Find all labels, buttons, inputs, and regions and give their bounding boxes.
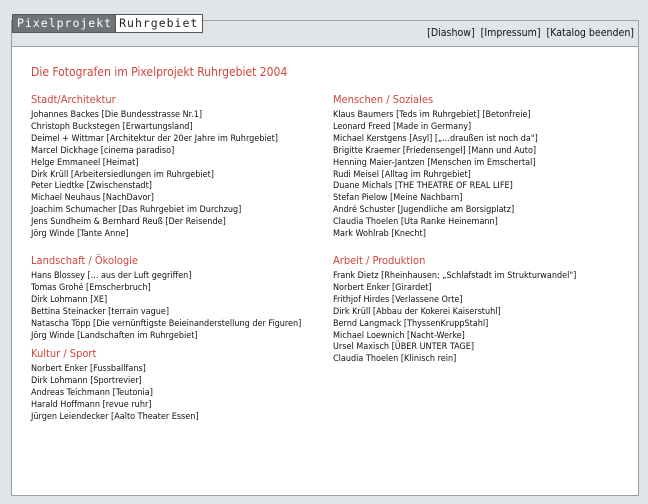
photographer-link[interactable]: Dirk Krüll [Arbeitersiedlungen im Ruhrgebiet]: [31, 169, 214, 180]
photographer-link[interactable]: Rudi Meisel [Alltag im Ruhrgebiet]: [333, 169, 471, 180]
photographer-link[interactable]: Ursel Maxisch [ÜBER UNTER TAGE]: [333, 342, 475, 353]
photographer-link[interactable]: Michael Loewnich [Nacht-Werke]: [333, 330, 465, 341]
photographer-list: [333, 110, 576, 241]
left-column: [31, 93, 301, 437]
photographer-link[interactable]: Dirk Lohmann [Sportrevier]: [31, 376, 142, 387]
photographer-link[interactable]: Tomas Grohé [Emscherbruch]: [31, 282, 151, 293]
photographer-link[interactable]: Christoph Buckstegen [Erwartungsland]: [31, 121, 193, 132]
photographer-link[interactable]: Duane Michals [THE THEATRE OF REAL LIFE]: [333, 181, 513, 192]
photographer-link[interactable]: Frithjof Hirdes [Verlassene Orte]: [333, 294, 463, 305]
category-heading[interactable]: Menschen / Soziales: [333, 93, 434, 106]
category-landschaft-ökologie: [31, 254, 301, 342]
photographer-link[interactable]: Norbert Enker [Fussballfans]: [31, 364, 146, 375]
photographer-link[interactable]: Jürgen Leiendecker [Aalto Theater Essen]: [31, 412, 199, 423]
photographer-link[interactable]: Michael Neuhaus [NachDavor]: [31, 193, 154, 204]
category-menschen-soziales: [333, 93, 576, 241]
photographer-link[interactable]: Johannes Backes [Die Bundesstrasse Nr.1]: [31, 110, 203, 120]
logo-part-ruhrgebiet: Ruhrgebiet: [115, 15, 202, 32]
photographer-link[interactable]: Hans Blossey [... aus der Luft gegriffen]: [31, 270, 192, 281]
photographer-link[interactable]: André Schuster [Jugendliche am Borsigplatz]: [333, 205, 515, 216]
photographer-link[interactable]: Bettina Steinacker [terrain vague]: [31, 306, 170, 317]
category-heading[interactable]: Arbeit / Produktion: [333, 253, 426, 267]
photographer-link[interactable]: Claudia Thoelen [Klinisch rein]: [333, 354, 457, 365]
photographer-link[interactable]: Jörg Winde [Landschaften im Ruhrgebiet]: [31, 330, 198, 341]
photographer-link[interactable]: Marcel Dickhage [cinema paradiso]: [31, 145, 175, 156]
photographer-link[interactable]: Jens Sundheim & Bernhard Reuß [Der Reisende]: [31, 217, 226, 228]
top-navigation: [427, 27, 634, 39]
category-heading[interactable]: Kultur / Sport: [31, 347, 97, 361]
photographer-list: [31, 110, 301, 241]
photographer-link[interactable]: Deimel + Wittmar [Architektur der 20er Jahre im Ruhrgebiet]: [31, 133, 278, 144]
photographer-link[interactable]: Henning Maier-Jantzen [Menschen im Emschertal]: [333, 157, 536, 168]
logo-part-pixelprojekt: Pixelprojekt: [13, 15, 115, 32]
photographer-link[interactable]: Joachim Schumacher [Das Ruhrgebiet im Durchzug]: [31, 205, 242, 216]
photographer-link[interactable]: Andreas Teichmann [Teutonia]: [31, 388, 153, 399]
photographer-link[interactable]: Natascha Töpp [Die vernünftigste Beieinanderstellung der Figuren]: [31, 318, 302, 329]
nav-diashow-link[interactable]: [Diashow]: [427, 27, 475, 39]
photographer-list: [31, 271, 301, 342]
photographer-link[interactable]: Michael Kerstgens [Asyl] [„...draußen ist noch da"]: [333, 133, 538, 144]
site-logo[interactable]: [12, 14, 203, 33]
photographer-link[interactable]: Norbert Enker [Girardet]: [333, 282, 432, 293]
photographer-link[interactable]: Klaus Baumers [Teds im Ruhrgebiet] [Betonfreie]: [333, 110, 531, 120]
photographer-link[interactable]: Frank Dietz [Rheinhausen: „Schlafstadt im Strukturwandel"]: [333, 270, 577, 281]
photographer-link[interactable]: Stefan Pielow [Meine Nachbarn]: [333, 193, 463, 204]
photographer-link[interactable]: Leonard Freed [Made in Germany]: [333, 121, 472, 132]
category-arbeit-produktion: [333, 254, 576, 366]
photographer-link[interactable]: Harald Hoffmann [revue ruhr]: [31, 400, 152, 411]
photographer-list: [333, 271, 576, 366]
photographer-link[interactable]: Mark Wohlrab [Knecht]: [333, 229, 426, 240]
photographer-link[interactable]: Dirk Krüll [Abbau der Kokerei Kaiserstuhl]: [333, 306, 501, 317]
category-kultur-sport: [31, 347, 301, 424]
photographer-link[interactable]: Brigitte Kraemer [Friedensengel] [Mann und Auto]: [333, 145, 537, 156]
photographer-link[interactable]: Jörg Winde [Tante Anne]: [31, 229, 129, 240]
photographer-link[interactable]: Peter Liedtke [Zwischenstadt]: [31, 181, 152, 192]
photographer-link[interactable]: Helge Emmaneel [Heimat]: [31, 157, 139, 168]
content-panel: [12, 47, 638, 495]
category-heading[interactable]: Landschaft / Ökologie: [31, 253, 138, 267]
photographer-link[interactable]: Dirk Lohmann [XE]: [31, 294, 108, 305]
right-column: [333, 93, 576, 379]
nav-katalog-beenden-link[interactable]: [Katalog beenden]: [546, 27, 634, 39]
nav-impressum-link[interactable]: [Impressum]: [480, 27, 541, 39]
page-title: Die Fotografen im Pixelprojekt Ruhrgebiet 2004: [31, 65, 288, 79]
photographer-link[interactable]: Bernd Langmack [ThyssenKruppStahl]: [333, 318, 489, 329]
photographer-list: [31, 364, 301, 424]
category-stadt-architektur: [31, 93, 301, 241]
category-heading[interactable]: Stadt/Architektur: [31, 93, 116, 106]
photographer-link[interactable]: Claudia Thoelen [Uta Ranke Heinemann]: [333, 217, 498, 228]
